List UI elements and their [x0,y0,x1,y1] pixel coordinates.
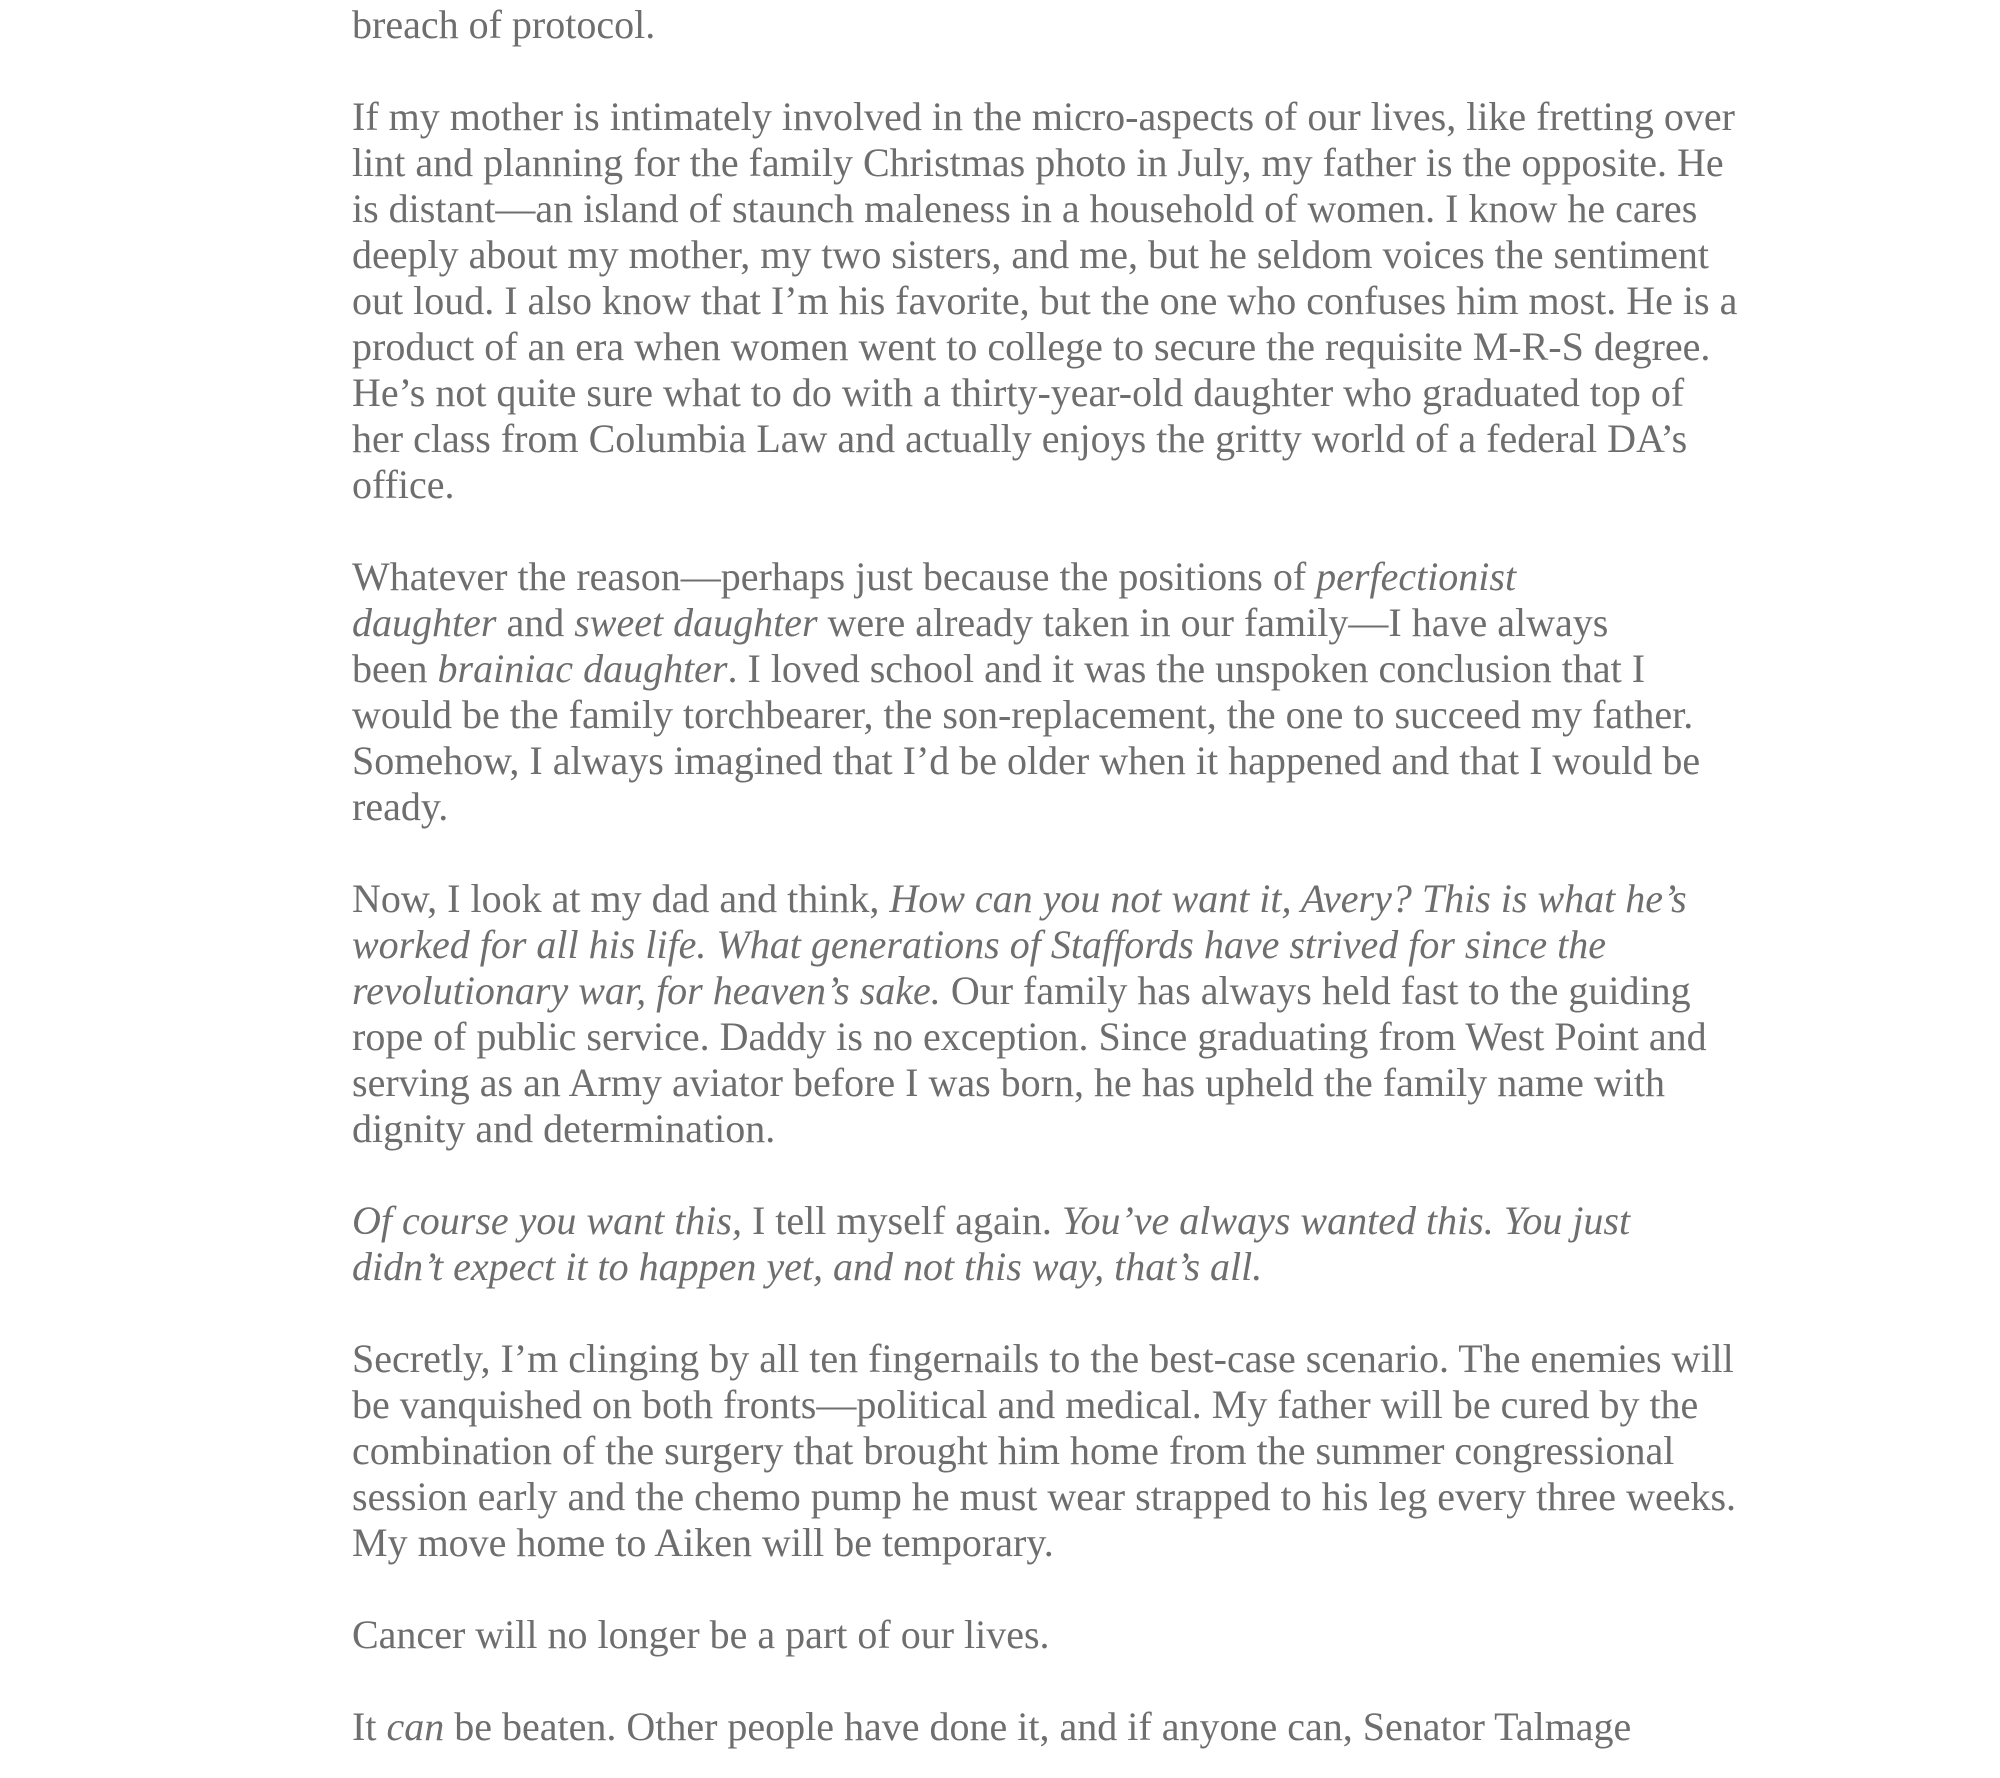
text-run: I tell myself again. [741,1198,1062,1243]
text-run: Somehow, I always imagined that I’d be older when it happened and that I would be [352,738,1701,783]
text-run: lint and planning for the family Christmas photo in July, my father is the opposite. He [352,140,1724,185]
paragraph [352,876,1707,1152]
text-line [352,462,1652,508]
text-line [352,140,1724,186]
text-line [352,1704,1652,1750]
text-line [352,370,1685,416]
text-line [352,1106,1652,1152]
text-run: breach of protocol. [352,2,656,47]
paragraph [352,554,1701,830]
text-run: My move home to Aiken will be temporary. [352,1520,1054,1565]
text-line [352,1382,1699,1428]
text-run: Cancer will no longer be a part of our lives. [352,1612,1050,1657]
text-line [352,1336,1734,1382]
italic-text-run: sweet daughter [574,600,818,645]
text-run: would be the family torchbearer, the son-replacement, the one to succeed my father. [352,692,1694,737]
text-run: deeply about my mother, my two sisters, and me, but he seldom voices the sentiment [352,232,1710,277]
paragraph [352,1336,1737,1566]
italic-text-run: brainiac daughter [437,646,728,691]
text-run: combination of the surgery that brought him home from the summer congressional [352,1428,1675,1473]
text-run: and [496,600,575,645]
text-run: dignity and determination. [352,1106,776,1151]
text-run: . I loved school and it was the unspoken conclusion that I [727,646,1646,691]
text-run: product of an era when women went to college to secure the requisite M-R-S degree. [352,324,1711,369]
paragraph [352,94,1738,508]
text-line [352,324,1711,370]
text-line [352,1060,1665,1106]
italic-text-run: You’ve always wanted this. You just [1061,1198,1631,1243]
paragraph [352,1704,1652,1750]
text-line [352,1428,1675,1474]
text-line [352,738,1701,784]
text-line [352,1014,1707,1060]
italic-text-run: worked for all his life. What generations of Staffords have strived for since the [352,922,1606,967]
text-run: session early and the chemo pump he must wear strapped to his leg every three weeks. [352,1474,1737,1519]
italic-text-run: can [386,1704,445,1749]
italic-text-run: daughter [352,600,497,645]
text-line [352,784,1652,830]
paragraph [352,2,1652,48]
text-run: her class from Columbia Law and actually enjoys the gritty world of a federal DA’s [352,416,1688,461]
text-line [352,876,1687,922]
text-run: Our family has always held fast to the guiding [940,968,1691,1013]
text-run: If my mother is intimately involved in the micro-aspects of our lives, like fretting over [352,94,1735,139]
text-run: out loud. I also know that I’m his favorite, but the one who confuses him most. He is a [352,278,1738,323]
text-run: serving as an Army aviator before I was born, he has upheld the family name with [352,1060,1665,1105]
text-line [352,1474,1737,1520]
text-line [352,968,1691,1014]
italic-text-run: Of course you want this, [352,1198,742,1243]
text-run: Secretly, I’m clinging by all ten fingernails to the best-case scenario. The enemies will [352,1336,1734,1381]
italic-text-run: How can you not want it, Avery? This is what he’s [889,876,1687,921]
text-line [352,186,1698,232]
text-line [352,646,1652,692]
text-run: ready. [352,784,449,829]
italic-text-run: perfectionist [1316,554,1517,599]
text-line [352,922,1652,968]
text-run: be beaten. Other people have done it, and if anyone can, Senator Talmage [444,1704,1632,1749]
text-line [352,554,1652,600]
paragraph [352,1198,1652,1290]
text-run: office. [352,462,455,507]
text-run: rope of public service. Daddy is no exception. Since graduating from West Point and [352,1014,1707,1059]
text-line [352,232,1710,278]
text-run: were already taken in our family—I have always [817,600,1609,645]
text-run: He’s not quite sure what to do with a thirty-year-old daughter who graduated top of [352,370,1685,415]
paragraph [352,1612,1652,1658]
text-column [352,2,1738,1750]
text-line [352,692,1694,738]
text-line [352,416,1688,462]
text-line [352,1244,1652,1290]
italic-text-run: revolutionary war, for heaven’s sake. [352,968,941,1013]
text-run: Whatever the reason—perhaps just because the positions of [352,554,1317,599]
text-run: be vanquished on both fronts—political and medical. My father will be cured by the [352,1382,1699,1427]
text-line [352,2,1652,48]
text-run: been [352,646,438,691]
text-line [352,94,1735,140]
text-run: is distant—an island of staunch maleness in a household of women. I know he cares [352,186,1698,231]
italic-text-run: didn’t expect it to happen yet, and not this way, that’s all. [352,1244,1263,1289]
text-run: Now, I look at my dad and think, [352,876,890,921]
text-line [352,1198,1652,1244]
text-run: It [352,1704,387,1749]
text-line [352,1612,1652,1658]
text-line [352,1520,1652,1566]
text-line [352,600,1652,646]
text-line [352,278,1738,324]
